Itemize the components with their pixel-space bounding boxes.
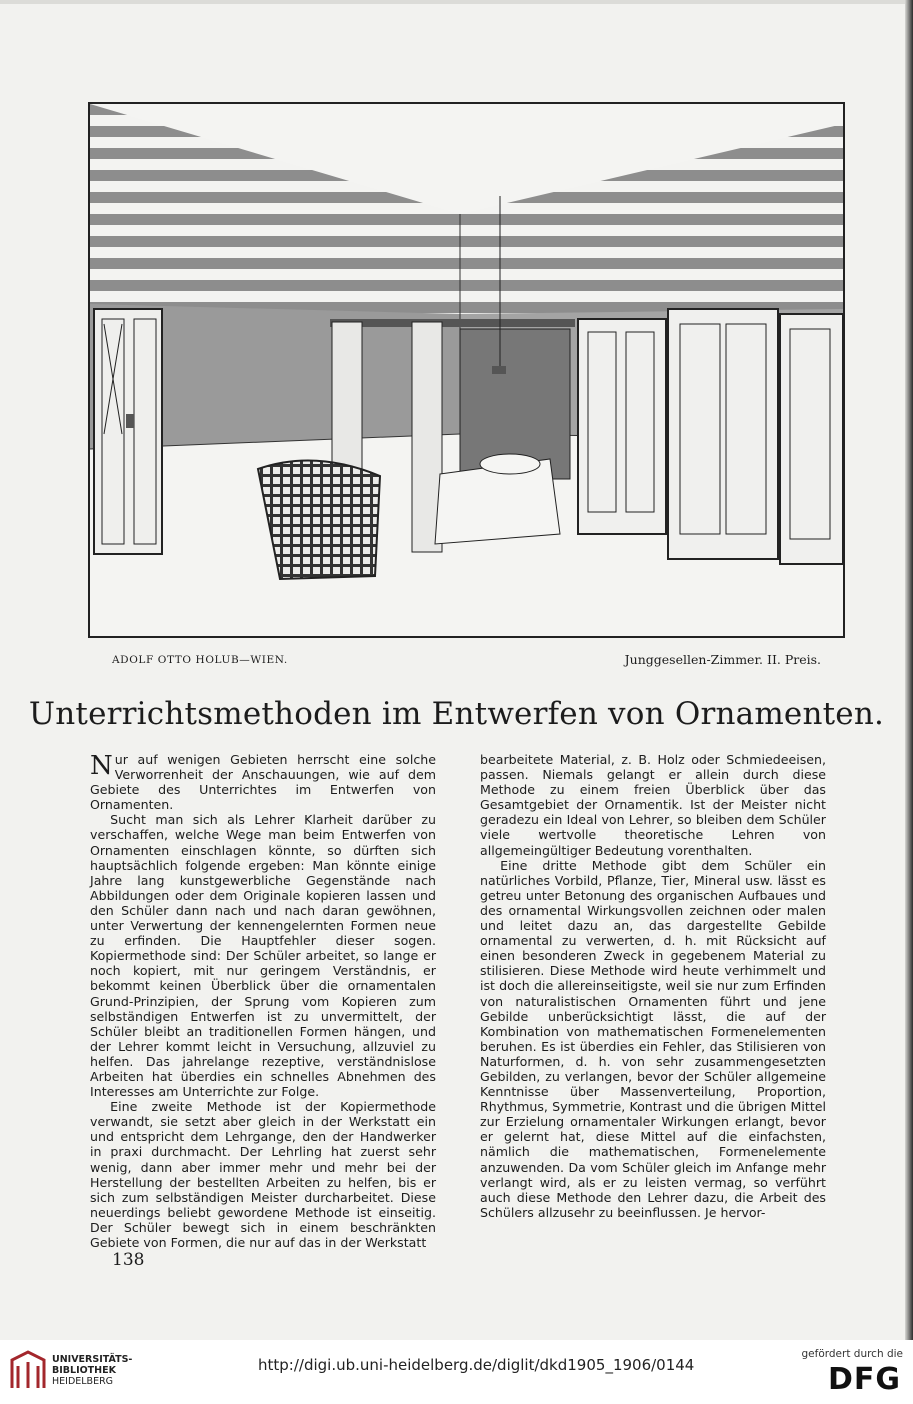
paragraph: Eine dritte Methode gibt dem Schüler ein natürliches Vorbild, Pflanze, Tier, Mineral usw. lässt es getreu unter Betonung des organischen Aufbaues und des ornamental Wirkungsvollen zeichnen oder malen und leitet dazu an, das dargestellte Gebilde ornamental zu verwerten, d. h. mit Rücksicht auf einen besonderen Zweck in gegebenem Material zu stilisieren. Diese Methode wird heute verhimmelt und ist doch die allereinseitigste, weil sie nur zum Erfinden von naturalistischen Ornamenten führt und jene Gebilde unberücksichtigt lässt, die auf der Kombination von mathematischen Formenelementen beruhen. Es ist überdies ein Fehler, das Stilisieren von Naturformen, d. h. von sehr zusammengesetzten Gebilden, zu verlangen, bevor der Schüler allgemeine Kenntnisse über Massenverteilung, Proportion, Rhythmus, Symmetrie, Kontrast und die übrigen Mittel zur Erzielung ornamentaler Wirkungen erlangt, bevor er gelernt hat, diese Mittel auf die einfachsten, nämlich die mathematischen, Formenelemente anzuwenden. Da vom Schüler gleich im Anfange mehr verlangt wird, als er zu leisten vermag, so verführt auch diese Methode den Lehrer dazu, die Arbeit des Schülers allzusehr zu beeinflussen. Je hervor- bbox=[480, 857, 826, 1220]
text-column-right bbox=[480, 752, 826, 1220]
university-library-logo-icon bbox=[8, 1348, 48, 1392]
paragraph: Sucht man sich als Lehrer Klarheit darüber zu verschaffen, welche Wege man beim Entwerfen von Ornamenten einschlagen könnte, so dürften sich hauptsächlich folgende ergeben: Man könnte einige Jahre lang kunstgewerbliche Gegenstände nach Abbildungen oder dem Originale kopieren lassen und den Schüler dann nach und nach daran gewöhnen, unter Verwertung der kennengelernten Formen neue zu erfinden. Die Hauptfehler dieser sogen. Kopiermethode sind: Der Schüler arbeitet, so lange er noch kopiert, mit nur geringem Verständnis, er bekommt keinen Überblick über die ornamentalen Grund-Prinzipien, der Sprung vom Kopieren zum selbständigen Entwerfen ist zu unvermittelt, der Schüler bleibt an traditionellen Formen hängen, und der Lehrer kommt leicht in Versuchung, allzuviel zu helfen. Das jahrelange rezeptive, verständnislose Arbeiten hat überdies ein schnelles Abnehmen des Interesses am Unterrichte zur Folge. bbox=[90, 812, 436, 1100]
figure-caption-author: ADOLF OTTO HOLUB—WIEN. bbox=[112, 654, 288, 666]
figure-caption-title: Junggesellen-Zimmer. II. Preis. bbox=[624, 652, 821, 667]
drop-cap: N bbox=[90, 751, 113, 781]
library-name: UNIVERSITÄTS- BIBLIOTHEK HEIDELBERG bbox=[52, 1354, 133, 1387]
footer-bar bbox=[0, 1340, 913, 1404]
paragraph: Eine zweite Methode ist der Kopiermethode verwandt, sie setzt aber gleich in der Werkstatt ein und entspricht dem Lehrgange, den der Handwerker in praxi durchmacht. Der Lehrling hat zuerst sehr wenig, dann aber immer mehr und mehr bei der Herstellung der bestellten Arbeiten zu helfen, bis er sich zum selbständigen Meister durcharbeitet. Diese neuerdings beliebt gewordene Methode ist einseitig. Der Schüler bewegt sich in einem beschränkten Gebiete von Formen, die nur auf das in der Werkstatt bbox=[90, 1099, 436, 1250]
page-number: 138 bbox=[112, 1250, 145, 1270]
article-title: Unterrichtsmethoden im Entwerfen von Ornamenten. bbox=[28, 696, 885, 732]
paragraph: Nur auf wenigen Gebieten herrscht eine solche Verworrenheit der Anschauungen, wie auf dem Gebiete des Unterrichtes im Entwerfen von Ornamenten. bbox=[90, 751, 436, 813]
page-edge-top bbox=[0, 0, 913, 4]
funding-note: gefördert durch die bbox=[801, 1348, 903, 1360]
room-illustration bbox=[88, 102, 845, 638]
page-edge-right bbox=[905, 0, 913, 1340]
digital-copy-link[interactable]: http://digi.ub.uni-heidelberg.de/diglit/dkd1905_1906/0144 bbox=[258, 1356, 695, 1374]
dfg-logo: DFG bbox=[827, 1362, 901, 1397]
paragraph: bearbeitete Material, z. B. Holz oder Schmiedeeisen, passen. Niemals gelangt er allein durch diese Methode zu einem freien Überblick über das Gesamtgebiet der Ornamentik. Ist der Meister nicht geradezu ein Ideal von Lehrer, so bleiben dem Schüler viele wertvolle theoretische Lehren von allgemeingültiger Bedeutung vorenthalten. bbox=[480, 752, 826, 858]
bachelor-room-drawing bbox=[90, 104, 843, 636]
text-column-left bbox=[90, 752, 436, 1250]
